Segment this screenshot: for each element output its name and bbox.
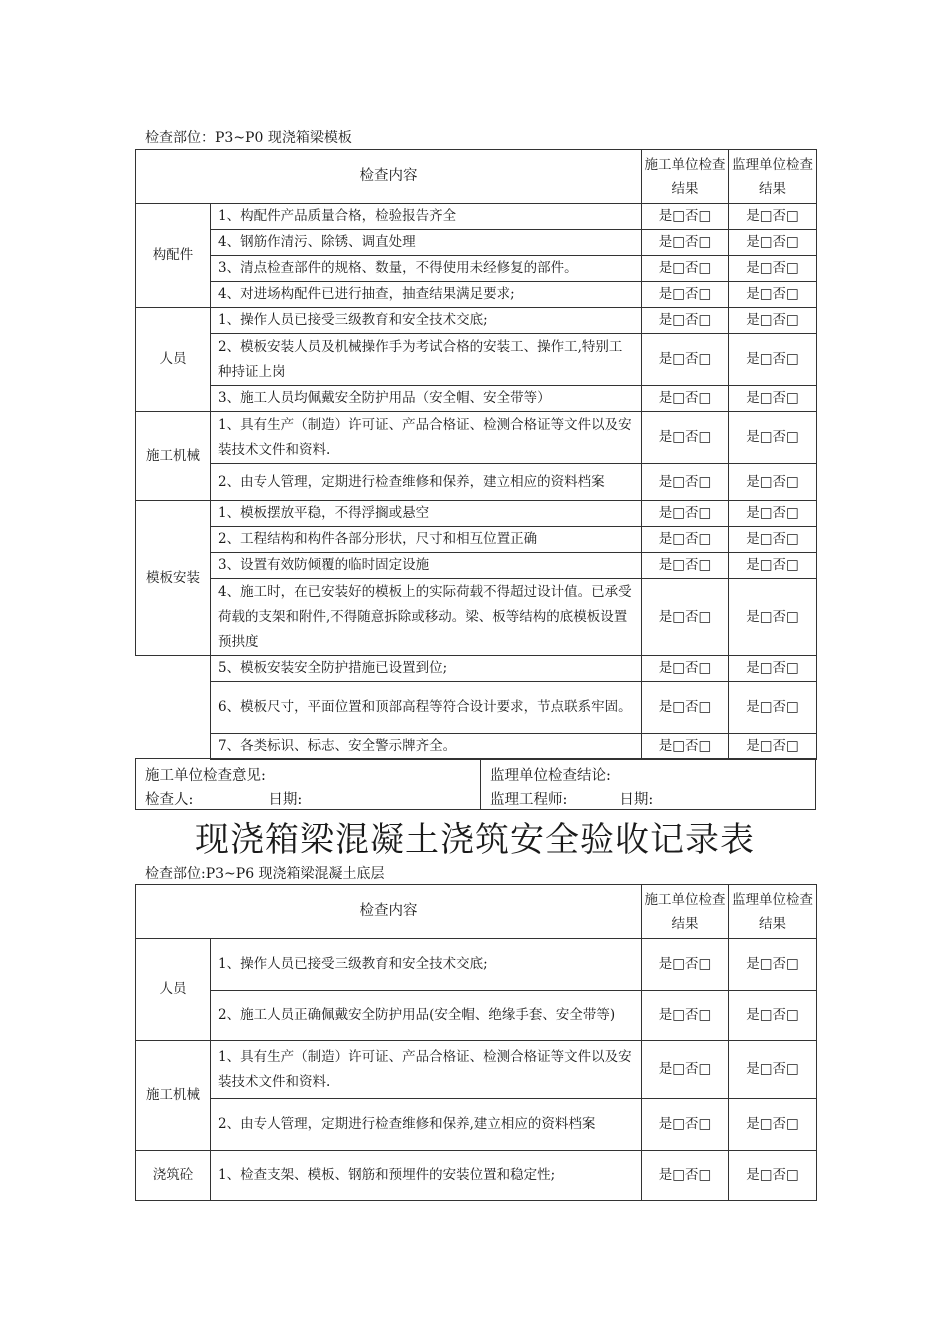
inspection-location: 检查部位：P3~P0 现浇箱梁模板 bbox=[145, 130, 352, 146]
category-cell: 施工机械 bbox=[136, 412, 211, 501]
header-content: 检查内容 bbox=[136, 885, 642, 939]
supervisor-result-checkbox[interactable]: 是□否□ bbox=[729, 464, 817, 501]
table-row bbox=[136, 682, 817, 734]
contractor-result-checkbox[interactable]: 是□否□ bbox=[642, 991, 729, 1041]
signature-box bbox=[135, 758, 816, 810]
contractor-result-checkbox[interactable]: 是□否□ bbox=[642, 1041, 729, 1099]
table-row bbox=[136, 204, 817, 230]
contractor-result-checkbox[interactable]: 是□否□ bbox=[642, 939, 729, 991]
date-label: 日期: bbox=[619, 792, 654, 808]
supervisor-conclusion-cell[interactable] bbox=[481, 759, 815, 809]
supervisor-result-checkbox[interactable]: 是□否□ bbox=[729, 204, 817, 230]
supervisor-result-checkbox[interactable]: 是□否□ bbox=[729, 282, 817, 308]
supervisor-result-checkbox[interactable]: 是□否□ bbox=[729, 230, 817, 256]
category-cell bbox=[136, 656, 211, 760]
table-row bbox=[136, 734, 817, 760]
inspector-label: 检查人: bbox=[145, 792, 194, 808]
supervisor-result-checkbox[interactable]: 是□否□ bbox=[729, 256, 817, 282]
contractor-result-checkbox[interactable]: 是□否□ bbox=[642, 1151, 729, 1201]
supervisor-result-checkbox[interactable]: 是□否□ bbox=[729, 579, 817, 656]
supervisor-result-checkbox[interactable]: 是□否□ bbox=[729, 1151, 817, 1201]
table-row bbox=[136, 412, 817, 464]
check-item: 2、施工人员正确佩戴安全防护用品(安全帽、绝缘手套、安全带等) bbox=[211, 991, 642, 1041]
contractor-result-checkbox[interactable]: 是□否□ bbox=[642, 464, 729, 501]
contractor-result-checkbox[interactable]: 是□否□ bbox=[642, 579, 729, 656]
contractor-result-checkbox[interactable]: 是□否□ bbox=[642, 334, 729, 386]
table-row bbox=[136, 334, 817, 386]
table-row bbox=[136, 1099, 817, 1151]
header-supervisor-result: 监理单位检查结果 bbox=[729, 885, 817, 939]
table-row bbox=[136, 656, 817, 682]
date-label: 日期: bbox=[268, 792, 303, 808]
header-contractor-result: 施工单位检查结果 bbox=[642, 885, 729, 939]
check-item: 7、各类标识、标志、安全警示牌齐全。 bbox=[211, 734, 642, 760]
supervisor-result-checkbox[interactable]: 是□否□ bbox=[729, 682, 817, 734]
contractor-result-checkbox[interactable]: 是□否□ bbox=[642, 1099, 729, 1151]
contractor-result-checkbox[interactable]: 是□否□ bbox=[642, 501, 729, 527]
check-item: 1、操作人员已接受三级教育和安全技术交底; bbox=[211, 308, 642, 334]
category-cell: 模板安装 bbox=[136, 501, 211, 656]
check-item: 6、模板尺寸，平面位置和顶部高程等符合设计要求，节点联系牢固。 bbox=[211, 682, 642, 734]
inspection-table-formwork bbox=[135, 149, 817, 760]
table-row bbox=[136, 527, 817, 553]
contractor-result-checkbox[interactable]: 是□否□ bbox=[642, 204, 729, 230]
check-item: 2、由专人管理，定期进行检查维修和保养,建立相应的资料档案 bbox=[211, 1099, 642, 1151]
header-contractor-result: 施工单位检查结果 bbox=[642, 150, 729, 204]
supervisor-result-checkbox[interactable]: 是□否□ bbox=[729, 991, 817, 1041]
table-row bbox=[136, 282, 817, 308]
check-item: 4、对进场构配件已进行抽查，抽查结果满足要求; bbox=[211, 282, 642, 308]
engineer-line bbox=[490, 788, 653, 809]
table-row bbox=[136, 386, 817, 412]
contractor-opinion-cell[interactable] bbox=[136, 759, 481, 809]
category-cell: 人员 bbox=[136, 939, 211, 1041]
supervisor-result-checkbox[interactable]: 是□否□ bbox=[729, 334, 817, 386]
supervisor-result-checkbox[interactable]: 是□否□ bbox=[729, 939, 817, 991]
supervisor-conclusion-label: 监理单位检查结论: bbox=[490, 768, 611, 784]
contractor-result-checkbox[interactable]: 是□否□ bbox=[642, 308, 729, 334]
category-cell: 施工机械 bbox=[136, 1041, 211, 1151]
check-item: 1、具有生产（制造）许可证、产品合格证、检测合格证等文件以及安装技术文件和资料. bbox=[211, 1041, 642, 1099]
category-cell: 人员 bbox=[136, 308, 211, 412]
table-header-row bbox=[136, 885, 817, 939]
category-cell: 浇筑砼 bbox=[136, 1151, 211, 1201]
check-item: 1、具有生产（制造）许可证、产品合格证、检测合格证等文件以及安装技术文件和资料. bbox=[211, 412, 642, 464]
contractor-result-checkbox[interactable]: 是□否□ bbox=[642, 282, 729, 308]
inspection-table-concrete bbox=[135, 884, 817, 1201]
supervisor-result-checkbox[interactable]: 是□否□ bbox=[729, 734, 817, 760]
table-row bbox=[136, 256, 817, 282]
header-supervisor-result: 监理单位检查结果 bbox=[729, 150, 817, 204]
check-item: 1、检查支架、模板、钢筋和预埋件的安装位置和稳定性; bbox=[211, 1151, 642, 1201]
table-row bbox=[136, 579, 817, 656]
supervisor-result-checkbox[interactable]: 是□否□ bbox=[729, 501, 817, 527]
contractor-result-checkbox[interactable]: 是□否□ bbox=[642, 386, 729, 412]
check-item: 2、模板安装人员及机械操作手为考试合格的安装工、操作工,特别工种持证上岗 bbox=[211, 334, 642, 386]
table-row bbox=[136, 501, 817, 527]
contractor-result-checkbox[interactable]: 是□否□ bbox=[642, 656, 729, 682]
check-item: 3、施工人员均佩戴安全防护用品（安全帽、安全带等） bbox=[211, 386, 642, 412]
supervisor-result-checkbox[interactable]: 是□否□ bbox=[729, 1099, 817, 1151]
check-item: 1、模板摆放平稳，不得浮搁或悬空 bbox=[211, 501, 642, 527]
table-row bbox=[136, 308, 817, 334]
check-item: 3、清点检查部件的规格、数量，不得使用未经修复的部件。 bbox=[211, 256, 642, 282]
supervisor-result-checkbox[interactable]: 是□否□ bbox=[729, 553, 817, 579]
contractor-result-checkbox[interactable]: 是□否□ bbox=[642, 553, 729, 579]
check-item: 1、构配件产品质量合格，检验报告齐全 bbox=[211, 204, 642, 230]
header-content: 检查内容 bbox=[136, 150, 642, 204]
check-item: 2、由专人管理，定期进行检查维修和保养，建立相应的资料档案 bbox=[211, 464, 642, 501]
contractor-opinion-label: 施工单位检查意见: bbox=[145, 768, 266, 784]
table-row bbox=[136, 230, 817, 256]
check-item: 2、工程结构和构件各部分形状，尺寸和相互位置正确 bbox=[211, 527, 642, 553]
supervisor-result-checkbox[interactable]: 是□否□ bbox=[729, 412, 817, 464]
table-row bbox=[136, 464, 817, 501]
check-item: 5、模板安装安全防护措施已设置到位; bbox=[211, 656, 642, 682]
table-row bbox=[136, 1041, 817, 1099]
contractor-result-checkbox[interactable]: 是□否□ bbox=[642, 256, 729, 282]
table-row bbox=[136, 939, 817, 991]
table-row bbox=[136, 553, 817, 579]
supervisor-result-checkbox[interactable]: 是□否□ bbox=[729, 308, 817, 334]
contractor-result-checkbox[interactable]: 是□否□ bbox=[642, 230, 729, 256]
supervisor-result-checkbox[interactable]: 是□否□ bbox=[729, 386, 817, 412]
check-item: 1、操作人员已接受三级教育和安全技术交底; bbox=[211, 939, 642, 991]
table-row bbox=[136, 1151, 817, 1201]
check-item: 3、设置有效防倾覆的临时固定设施 bbox=[211, 553, 642, 579]
inspector-line bbox=[145, 788, 302, 809]
supervisor-result-checkbox[interactable]: 是□否□ bbox=[729, 656, 817, 682]
contractor-result-checkbox[interactable]: 是□否□ bbox=[642, 682, 729, 734]
check-item: 4、钢筋作清污、除锈、调直处理 bbox=[211, 230, 642, 256]
table-header-row bbox=[136, 150, 817, 204]
category-cell: 构配件 bbox=[136, 204, 211, 308]
engineer-label: 监理工程师: bbox=[490, 792, 568, 808]
document-title: 现浇箱梁混凝土浇筑安全验收记录表 bbox=[195, 820, 755, 860]
contractor-result-checkbox[interactable]: 是□否□ bbox=[642, 734, 729, 760]
supervisor-result-checkbox[interactable]: 是□否□ bbox=[729, 527, 817, 553]
table-row bbox=[136, 991, 817, 1041]
inspection-location: 检查部位:P3~P6 现浇箱梁混凝土底层 bbox=[145, 866, 385, 882]
contractor-result-checkbox[interactable]: 是□否□ bbox=[642, 527, 729, 553]
supervisor-result-checkbox[interactable]: 是□否□ bbox=[729, 1041, 817, 1099]
check-item: 4、施工时，在已安装好的模板上的实际荷载不得超过设计值。已承受荷载的支架和附件,不得随意拆除或移动。梁、板等结构的底模板设置预拱度 bbox=[211, 579, 642, 656]
contractor-result-checkbox[interactable]: 是□否□ bbox=[642, 412, 729, 464]
